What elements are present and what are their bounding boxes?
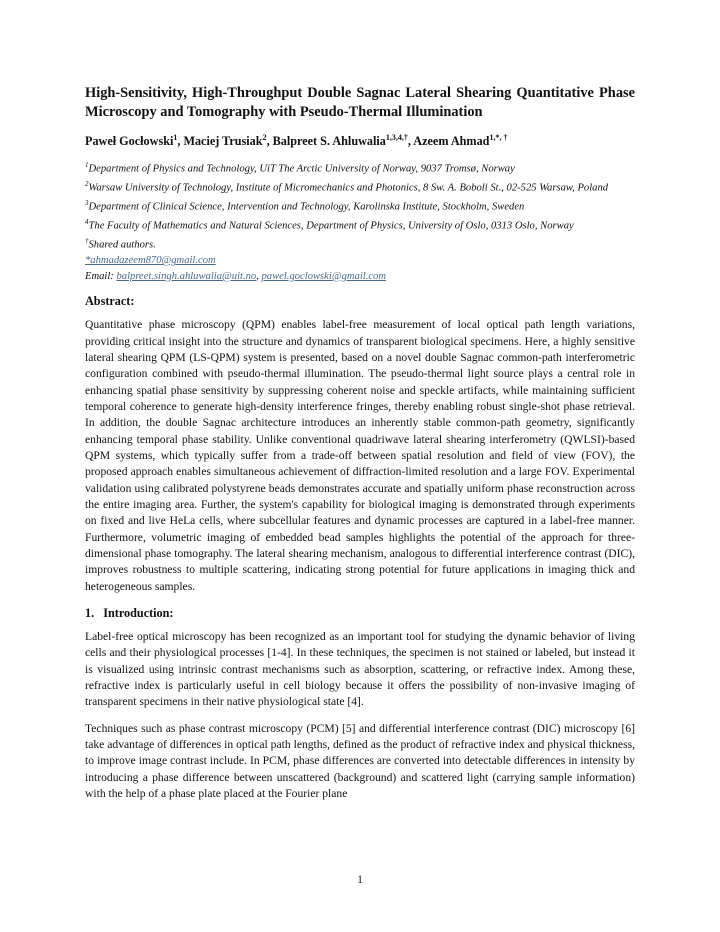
page-number: 1	[357, 873, 363, 886]
email-link-ahluwalia[interactable]: balpreet.singh.ahluwalia@uit.no	[116, 270, 257, 282]
introduction-paragraph: Techniques such as phase contrast microscopy (PCM) [5] and differential interference contrast (DIC) microscopy [6] take advantage of differences in optical path lengths, defined as the product of refractive index and physical thickness, to improve image contrast include. In PCM, phase differences are converted into detectable differences in intensity by introducing a phase difference between unscattered (background) and scattered light (carrying sample information) with the help of a phase plate placed at the Fourier plane	[85, 721, 635, 801]
abstract-text: Quantitative phase microscopy (QPM) enables label-free measurement of local optical path length variations, providing critical insight into the structure and dynamics of transparent biological specimens. Here, a highly sensitive lateral shearing QPM (LS-QPM) system is presented, based on a novel double Sagnac common-path interferometric configuration combined with pseudo-thermal illumination. The pseudo-thermal light source plays a central role in enhancing spatial phase sensitivity by suppressing coherent noise and speckle artifacts, while maintaining sufficient temporal coherence to generate high-density interference fringes, thereby enabling robust single-shot phase retrieval. In addition, the double Sagnac architecture introduces an inherently stable common-path geometry, significantly enhancing temporal phase stability. Unlike conventional quadriwave lateral shearing interferometry (QWLSI)-based QPM systems, which typically suffer from a trade-off between spatial resolution and field of view (FOV), the proposed approach enables simultaneous achievement of diffraction-limited resolution and a large FOV. Experimental validation using calibrated polystyrene beads demonstrates accurate and spatially uniform phase reconstruction across the entire imaging area. Further, the system's capability for biological imaging is demonstrated through experiments on fixed and live HeLa cells, where subcellular features and dynamic processes are captured in a label-free manner. Furthermore, volumetric imaging of embedded bead samples highlights the potential of the approach for three-dimensional phase tomography. The lateral shearing mechanism, analogous to differential interference contrast (DIC), improves robustness to multiple scattering, indicating strong potential for future applications in imaging thick and heterogeneous samples.	[85, 318, 635, 593]
author: Azeem Ahmad$^{1,*, \dagger}$	[413, 133, 508, 149]
author: Maciej Trusiak$^2$,	[183, 133, 273, 149]
affiliation: †Shared authors.	[85, 237, 156, 251]
corresponding-email-line	[85, 253, 635, 269]
introduction-heading: 1. Introduction:	[85, 606, 174, 621]
author: Paweł Gocłowski$^1$,	[85, 133, 184, 149]
page-content	[85, 84, 635, 813]
affiliation: $^3$Department of Clinical Science, Intervention and Technology, Karolinska Institute, Stockholm, Sweden	[85, 199, 525, 213]
abstract-heading: Abstract:	[85, 294, 135, 309]
email-line: Email: balpreet.singh.ahluwalia@uit.no, pawel.goclowski@gmail.com	[85, 270, 386, 282]
affiliation: $^4$The Faculty of Mathematics and Natural Sciences, Department of Physics, University of Oslo, 0313 Oslo, Norway	[85, 218, 574, 232]
author: Balpreet S. Ahluwalia$^{1,3,4,\dagger}$,	[272, 133, 414, 149]
email-link-goclowski[interactable]: pawel.goclowski@gmail.com	[261, 270, 386, 282]
introduction-paragraph: Label-free optical microscopy has been recognized as an important tool for studying the dynamic behavior of living cells and their physiological processes [1-4]. In these techniques, the specimen is not stained or labeled, but instead it is visualized using intrinsic contrast mechanisms such as absorption, scattering, or refractive index. Among these, refractive index is particularly useful in cell biology because it offers the possibility of non-invasive imaging of transparent specimens in their native physiological state [4].	[85, 630, 635, 709]
author-list	[85, 130, 635, 149]
paper-title: High-Sensitivity, High-Throughput Double Sagnac Lateral Shearing Quantitative Phase Microscopy and Tomography with Pseudo-Thermal Illumination	[85, 85, 635, 120]
affiliation: $^1$Department of Physics and Technology, UiT The Arctic University of Norway, 9037 Tromsø, Norway	[85, 161, 515, 175]
affiliation: $^2$Warsaw University of Technology, Institute of Micromechanics and Photonics, 8 Sw. A. Boboli St., 02-525 Warsaw, Poland	[85, 180, 609, 194]
corresponding-email-link[interactable]: *ahmadazeem870@gmail.com	[85, 255, 216, 267]
affiliations	[85, 158, 635, 284]
